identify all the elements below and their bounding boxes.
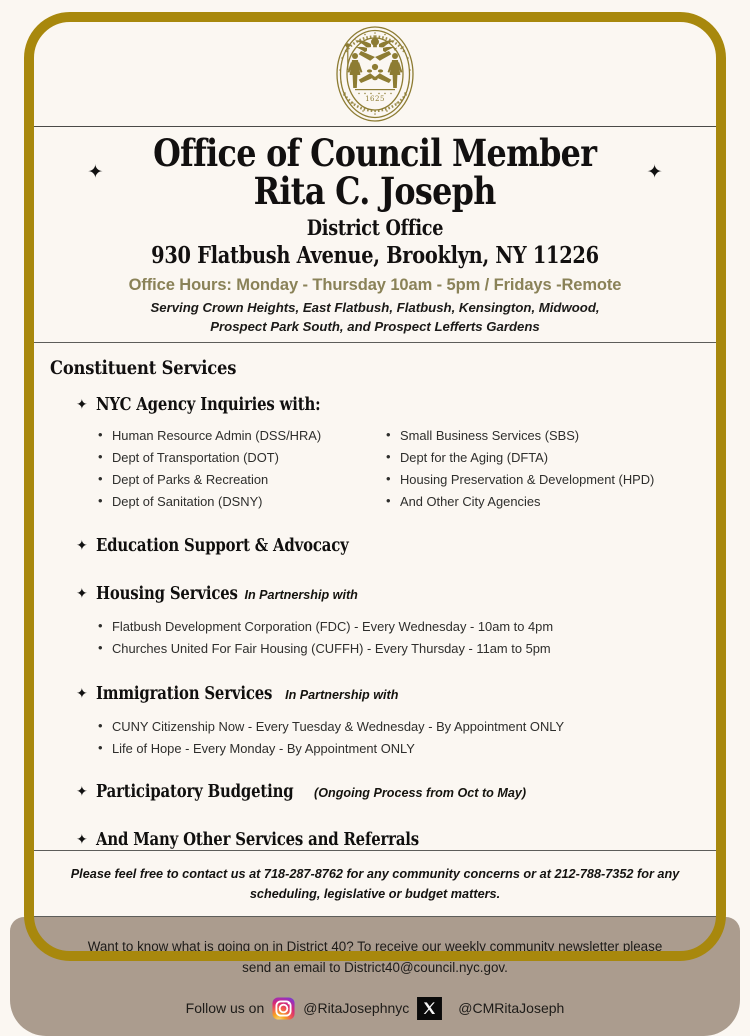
- service-partner-note: In Partnership with: [285, 688, 399, 703]
- service-schedule-note: (Ongoing Process from Oct to May): [314, 786, 527, 801]
- list-item: • Dept of Sanitation (DSNY): [98, 491, 364, 513]
- list-item: • Dept of Parks & Recreation: [98, 469, 364, 491]
- serving-areas-line1: Serving Crown Heights, East Flatbush, Flatbush, Kensington, Midwood,: [150, 300, 600, 316]
- office-address: 930 Flatbush Avenue, Brooklyn, NY 11226: [151, 242, 599, 270]
- contact-line2: scheduling, legislative or budget matters.: [249, 886, 501, 901]
- service-partner-note: In Partnership with: [244, 587, 358, 602]
- service-name: NYC Agency Inquiries with:: [95, 394, 321, 415]
- service-nyc-agency-inquiries: [76, 395, 716, 514]
- serving-areas: [34, 299, 716, 335]
- service-bullet-icon: ✦: [76, 685, 88, 702]
- sparkle-left-icon: ✦: [87, 162, 104, 184]
- list-item: • Flatbush Development Corporation (FDC) - Every Wednesday - 10am to 4pm: [98, 616, 716, 638]
- list-item: • CUNY Citizenship Now - Every Tuesday & Wednesday - By Appointment ONLY: [98, 716, 716, 738]
- list-item: • Churches United For Fair Housing (CUFFH) - Every Thursday - 11am to 5pm: [98, 638, 716, 660]
- service-bullet-icon: ✦: [76, 536, 88, 553]
- list-item: • Human Resource Admin (DSS/HRA): [98, 425, 364, 447]
- contact-strip: [34, 851, 716, 916]
- list-item: • Housing Preservation & Development (HPD): [386, 469, 654, 491]
- serving-areas-line2: Prospect Park South, and Prospect Lefferts Gardens: [210, 318, 540, 334]
- service-name: Education Support & Advocacy: [95, 535, 349, 556]
- seal-year: 1625: [365, 95, 385, 103]
- x-twitter-icon[interactable]: [417, 997, 442, 1020]
- list-item: • Small Business Services (SBS): [386, 425, 654, 447]
- sparkle-right-icon: ✦: [646, 162, 663, 184]
- x-handle[interactable]: @CMRitaJoseph: [458, 1000, 565, 1017]
- page-title-line1: Office of Council Member: [153, 131, 597, 175]
- follow-label: Follow us on: [185, 1000, 265, 1017]
- office-hours: Office Hours: Monday - Thursday 10am - 5pm / Fridays -Remote: [128, 276, 622, 295]
- service-name: Participatory Budgeting: [95, 782, 294, 803]
- social-follow-row: [44, 997, 706, 1020]
- nyc-city-seal-icon: [327, 22, 423, 126]
- list-item: • And Other City Agencies: [386, 491, 654, 513]
- service-name: And Many Other Services and Referrals: [95, 830, 419, 851]
- instagram-icon[interactable]: [272, 997, 295, 1020]
- contact-line1: Please feel free to contact us at 718-287-8762 for any community concerns or at 212-788-7352 for any: [70, 867, 680, 882]
- seal-band: [34, 22, 716, 126]
- service-bullet-icon: ✦: [76, 831, 88, 848]
- list-item: • Dept of Transportation (DOT): [98, 447, 364, 469]
- service-bullet-icon: ✦: [76, 783, 88, 800]
- instagram-handle[interactable]: @RitaJosephnyc: [303, 1000, 410, 1017]
- section-title: Constituent Services: [50, 356, 237, 379]
- newsletter-band: [10, 917, 740, 1036]
- service-bullet-icon: ✦: [76, 584, 88, 601]
- service-education-support: [76, 536, 716, 556]
- newsletter-line2: send an email to District40@council.nyc.gov.: [242, 959, 508, 975]
- immigration-partner-list: [98, 716, 716, 760]
- agency-columns: [76, 419, 716, 514]
- page-title-line2: Rita C. Joseph: [253, 168, 497, 213]
- list-item: • Dept for the Aging (DFTA): [386, 447, 654, 469]
- district-office-label: District Office: [306, 215, 444, 241]
- service-other-referrals: [76, 830, 716, 850]
- service-bullet-icon: ✦: [76, 395, 88, 412]
- housing-partner-list: [98, 616, 716, 660]
- service-name: Immigration Services: [95, 684, 272, 705]
- service-participatory-budgeting: [76, 782, 716, 802]
- agency-list-right: [386, 425, 654, 514]
- title-row: [34, 131, 716, 213]
- service-immigration-services: [76, 684, 716, 760]
- agency-list-left: [98, 425, 364, 514]
- service-housing-services: [76, 584, 716, 660]
- service-name: Housing Services: [95, 583, 238, 604]
- constituent-services-section: [34, 343, 716, 851]
- list-item: • Life of Hope - Every Monday - By Appointment ONLY: [98, 738, 716, 760]
- masthead: [34, 127, 716, 342]
- newsletter-line1: Want to know what is going on in District 40? To receive our weekly community newsletter please: [87, 939, 663, 954]
